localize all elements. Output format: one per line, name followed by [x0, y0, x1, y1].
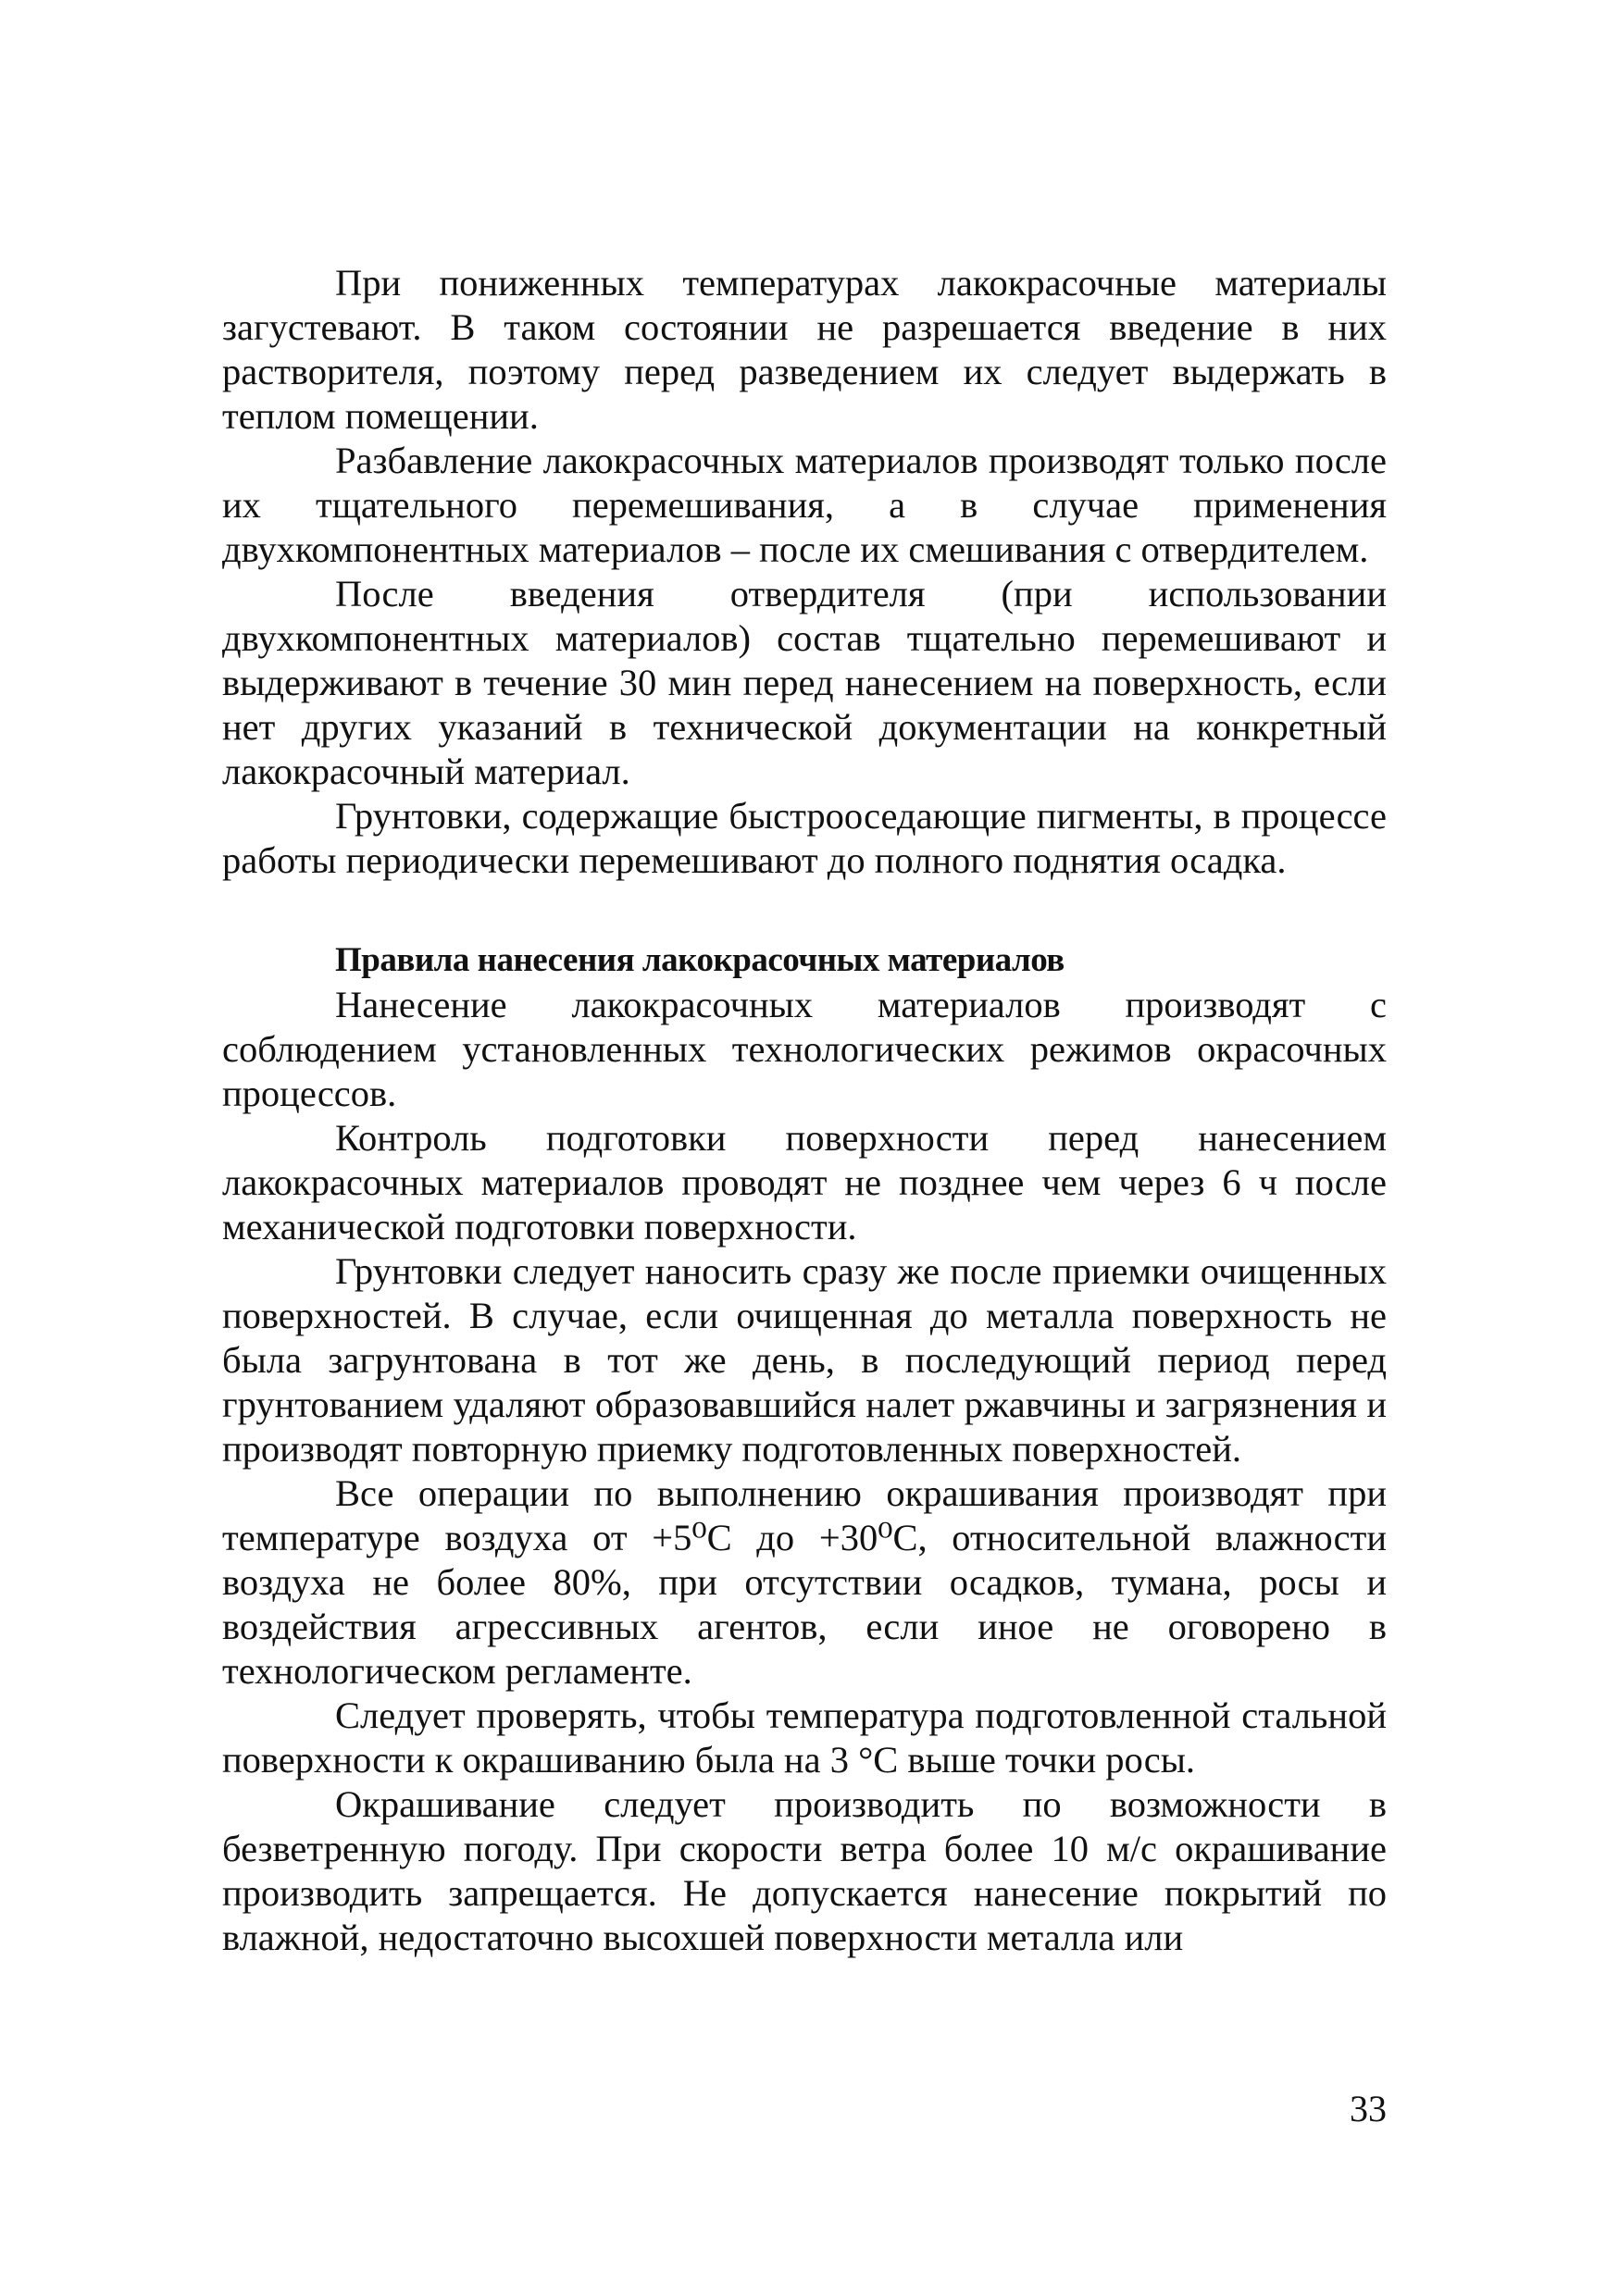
- page-body: [222, 261, 1387, 1960]
- page-number: 33: [1350, 2088, 1387, 2129]
- paragraph-priming: Грунтовки следует наносить сразу же после приемки очищенных поверхностей. В случае, если очищенная до металла поверхность не была загрунтована в тот же день, в последующий период перед грунтованием удаляют образовавшийся налет ржавчины и загрязнения и производят повторную приемку подготовленных поверхностей.: [222, 1250, 1387, 1470]
- paragraph-application-modes: Нанесение лакокрасочных материалов производят с соблюдением установленных технологических режимов окрасочных процессов.: [222, 984, 1387, 1114]
- paragraph-dilution: Разбавление лакокрасочных материалов производят только после их тщательного перемешивания, а в случае применения двухкомпонентных материалов – после их смешивания с отвердителем.: [222, 440, 1387, 570]
- section-title: Правила нанесения лакокрасочных материалов: [335, 941, 1065, 979]
- paragraph-hardener: После введения отвердителя (при использовании двухкомпонентных материалов) состав тщательно перемешивают и выдерживают в течение 30 мин перед нанесением на поверхность, если нет других указаний в технической документации на конкретный лакокрасочный материал.: [222, 573, 1387, 792]
- paragraph-primers-mixing: Грунтовки, содержащие быстрооседающие пигменты, в процессе работы периодически перемешивают до полного поднятия осадка.: [222, 795, 1387, 881]
- paragraph-thick-materials: При пониженных температурах лакокрасочные материалы загустевают. В таком состоянии не разрешается введение в них растворителя, поэтому перед разведением их следует выдержать в теплом помещении.: [222, 262, 1387, 437]
- paragraph-dew-point: Следует проверять, чтобы температура подготовленной стальной поверхности к окрашиванию была на 3 °С выше точки росы.: [222, 1694, 1387, 1781]
- paragraph-conditions: Все операции по выполнению окрашивания производят при температуре воздуха от +5⁰С до +30⁰С, относительной влажности воздуха не более 80%, при отсутствии осадков, тумана, росы и воздействия агрессивных агентов, если иное не оговорено в технологическом регламенте.: [222, 1472, 1387, 1692]
- paragraph-wind: Окрашивание следует производить по возможности в безветренную погоду. При скорости ветра более 10 м/с окрашивание производить запрещается. Не допускается нанесение покрытий по влажной, недостаточно высохшей поверхности металла или: [222, 1783, 1387, 1958]
- paragraph-surface-control: Контроль подготовки поверхности перед нанесением лакокрасочных материалов проводят не позднее чем через 6 ч после механической подготовки поверхности.: [222, 1117, 1387, 1247]
